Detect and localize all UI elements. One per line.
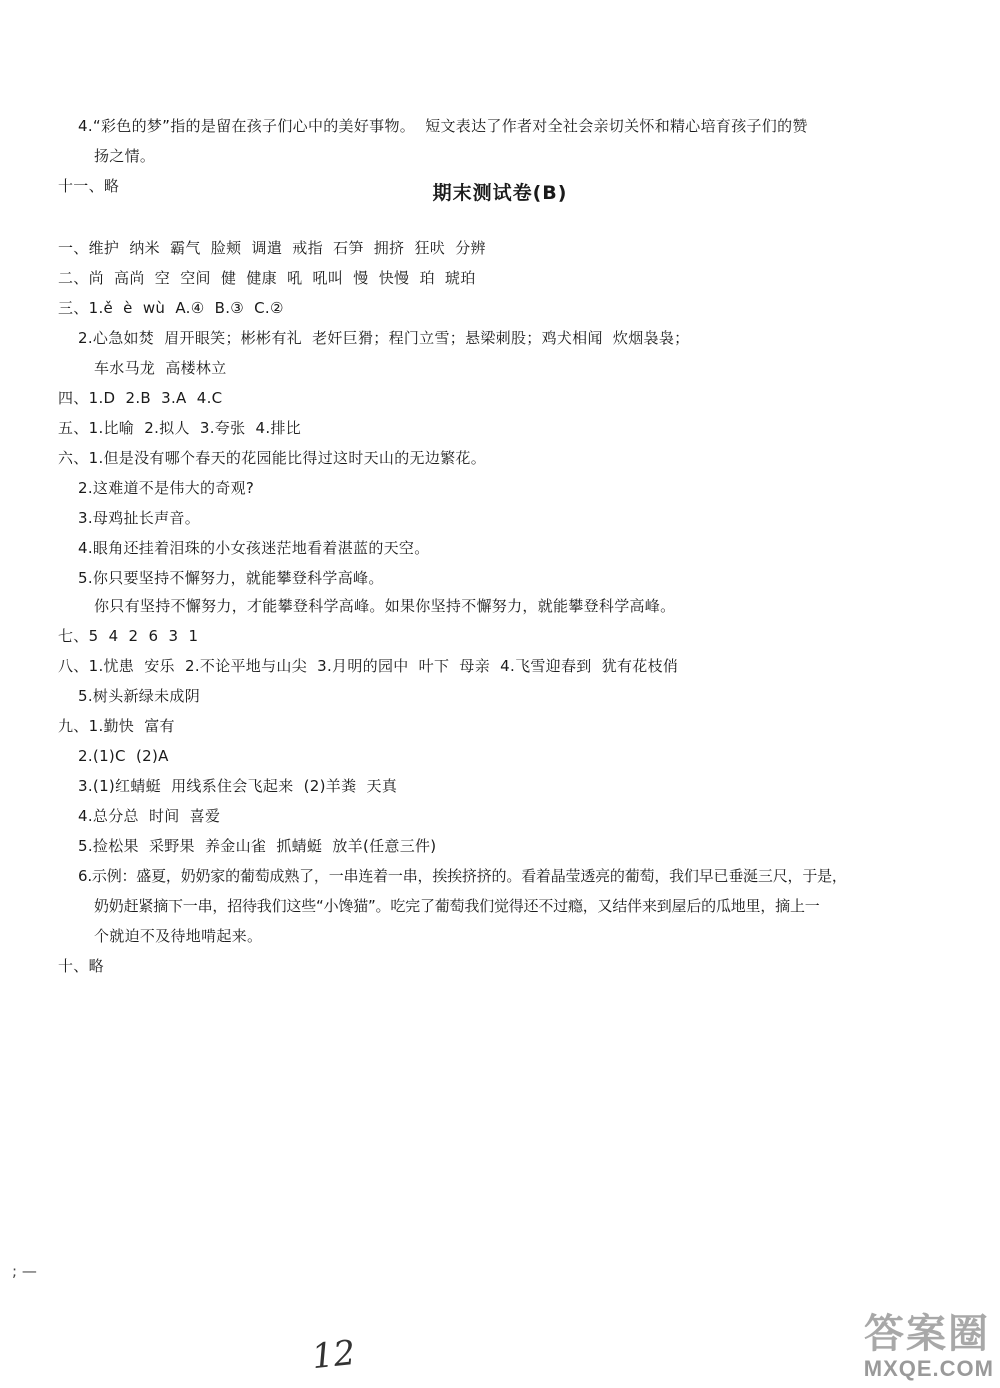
answer-line: 八、1.忧患 安乐 2.不论平地与山尖 3.月明的园中 叶下 母亲 4.飞雪迎春到 犹有花枝俏 <box>58 657 679 675</box>
answer-line: 3.(1)红蜻蜓 用线系住会飞起来 (2)羊粪 天真 <box>78 777 398 795</box>
answer-line: 六、1.但是没有哪个春天的花园能比得过这时天山的无边繁花。 <box>58 449 487 467</box>
answer-line: 四、1.D 2.B 3.A 4.C <box>58 389 223 407</box>
answer-line: 4.眼角还挂着泪珠的小女孩迷茫地看着湛蓝的天空。 <box>78 539 430 557</box>
answer-line: 4.“彩色的梦”指的是留在孩子们心中的美好事物。 短文表达了作者对全社会亲切关怀和精心培育孩子们的赞 <box>78 117 808 135</box>
answer-line: 5.树头新绿未成阴 <box>78 687 201 705</box>
answer-line: 5.你只要坚持不懈努力，就能攀登科学高峰。 <box>78 569 384 587</box>
answer-line: 奶奶赶紧摘下一串，招待我们这些“小馋猫”。吃完了葡萄我们觉得还不过瘾，又结伴来到屋后的瓜地里，摘上一 <box>94 897 820 915</box>
answer-line: 十一、略 <box>58 177 120 195</box>
answer-line: 2.这难道不是伟大的奇观? <box>78 479 255 497</box>
answer-line: 五、1.比喻 2.拟人 3.夸张 4.排比 <box>58 419 302 437</box>
answer-line: 6.示例：盛夏，奶奶家的葡萄成熟了，一串连着一串，挨挨挤挤的。看着晶莹透亮的葡萄，我们早已垂涎三尺，于是， <box>78 867 847 885</box>
watermark-logo: 答案圈 <box>864 1311 990 1357</box>
page-number: 12 <box>310 1332 358 1378</box>
answer-line: 5.捡松果 采野果 养金山雀 抓蜻蜓 放羊(任意三件) <box>78 837 437 855</box>
answer-line: 你只有坚持不懈努力，才能攀登科学高峰。如果你坚持不懈努力，就能攀登科学高峰。 <box>94 597 676 615</box>
margin-mark: ; — <box>12 1262 37 1280</box>
answer-line: 扬之情。 <box>94 147 156 165</box>
answer-line: 2.(1)C (2)A <box>78 747 169 765</box>
answer-line: 三、1.ě è wù A.④ B.③ C.② <box>58 299 284 317</box>
answer-line: 3.母鸡扯长声音。 <box>78 509 201 527</box>
answer-line: 个就迫不及待地啃起来。 <box>94 927 263 945</box>
answer-line: 4.总分总 时间 喜爱 <box>78 807 221 825</box>
answer-line: 2.心急如焚 眉开眼笑；彬彬有礼 老奸巨猾；程门立雪；悬梁刺股；鸡犬相闻 炊烟袅袅； <box>78 329 690 347</box>
answer-line: 十、略 <box>58 957 104 975</box>
page-title: 期末测试卷(B) <box>432 182 568 204</box>
answer-line: 车水马龙 高楼林立 <box>94 359 227 377</box>
answer-line: 一、维护 纳米 霸气 脸颊 调遣 戒指 石笋 拥挤 狂吠 分辨 <box>58 239 486 257</box>
answer-line: 九、1.勤快 富有 <box>58 717 175 735</box>
answer-line: 二、尚 高尚 空 空间 健 健康 吼 吼叫 慢 快慢 珀 琥珀 <box>58 269 476 287</box>
answer-line: 七、5 4 2 6 3 1 <box>58 627 199 645</box>
watermark-site: MXQE.COM <box>863 1356 994 1381</box>
